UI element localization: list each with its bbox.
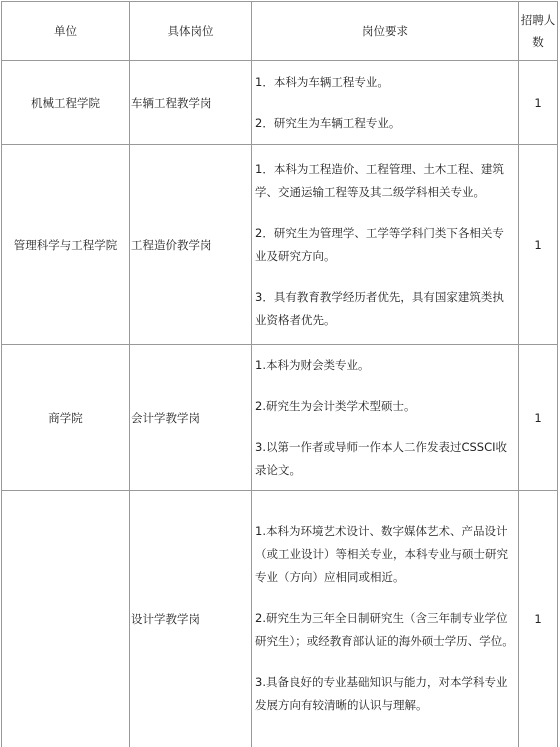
table-row <box>2 61 558 145</box>
requirement-item: 3．具有教育教学经历者优先，具有国家建筑类执业资格者优先。 <box>255 289 504 327</box>
requirements-cell <box>252 61 519 145</box>
requirement-item: 2．研究生为管理学、工学等学科门类下各相关专业及研究方向。 <box>255 225 504 263</box>
count-cell: 1 <box>519 345 558 491</box>
position-cell: 设计学教学岗 <box>130 491 252 747</box>
requirements-cell <box>252 145 519 345</box>
requirement-item: 2.研究生为三年全日制研究生（含三年制专业学位研究生）；或经教育部认证的海外硕士学历、学位。 <box>255 611 514 649</box>
count-cell: 1 <box>519 145 558 345</box>
table-row <box>2 145 558 345</box>
requirement-item: 1．本科为车辆工程专业。 <box>255 74 389 89</box>
requirement-item: 1.本科为环境艺术设计、数字媒体艺术、产品设计（或工业设计）等相关专业，本科专业与硕士研究专业（方向）应相同或相近。 <box>255 524 508 585</box>
requirement-item: 3.以第一作者或导师一作本人二作发表过CSSCI收录论文。 <box>255 439 508 477</box>
header-position: 具体岗位 <box>130 2 252 61</box>
requirement-item: 2．研究生为车辆工程专业。 <box>255 115 401 130</box>
requirement-item: 3.具备良好的专业基础知识与能力，对本学科专业发展方向有较清晰的认识与理解。 <box>255 675 508 713</box>
position-cell: 工程造价教学岗 <box>130 145 252 345</box>
header-requirements: 岗位要求 <box>252 2 519 61</box>
header-count: 招聘人数 <box>519 2 558 61</box>
requirements-cell <box>252 345 519 491</box>
table-header-row <box>2 2 558 61</box>
requirement-item: 2.研究生为会计类学术型硕士。 <box>255 398 416 413</box>
position-cell: 车辆工程教学岗 <box>130 61 252 145</box>
unit-cell <box>2 491 130 747</box>
header-unit: 单位 <box>2 2 130 61</box>
table-row <box>2 345 558 491</box>
unit-cell: 机械工程学院 <box>2 61 130 145</box>
recruitment-table <box>1 1 558 747</box>
unit-cell: 商学院 <box>2 345 130 491</box>
position-cell: 会计学教学岗 <box>130 345 252 491</box>
table-row <box>2 491 558 747</box>
requirement-item: 1.本科为财会类专业。 <box>255 357 370 372</box>
count-cell: 1 <box>519 491 558 747</box>
count-cell: 1 <box>519 61 558 145</box>
requirement-item: 1．本科为工程造价、工程管理、土木工程、建筑学、交通运输工程等及其二级学科相关专业。 <box>255 161 504 199</box>
unit-cell: 管理科学与工程学院 <box>2 145 130 345</box>
requirements-cell <box>252 491 519 747</box>
